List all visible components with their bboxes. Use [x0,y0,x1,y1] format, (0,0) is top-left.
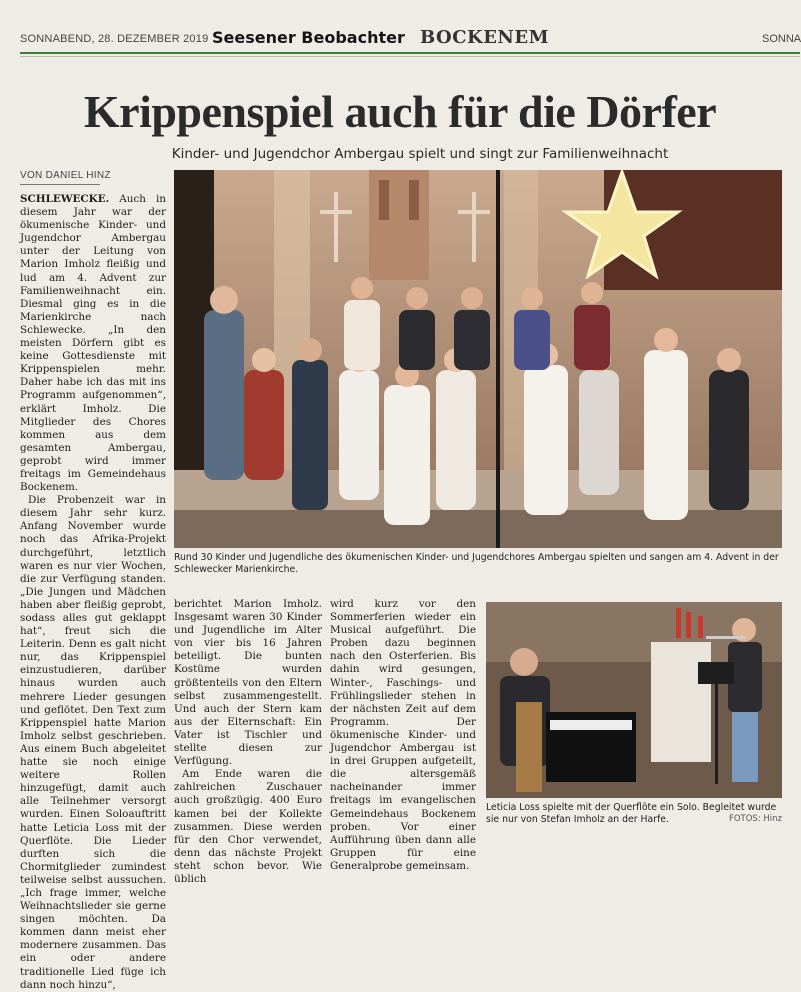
article-column-2 [174,598,322,885]
second-photo-caption-text: Leticia Loss spielte mit der Querflöte ein Solo. Begleitet wurde sie nur von Stefan Imholz an der Harfe. [486,802,777,825]
masthead [0,0,800,60]
next-page-date-fragment: SONNA [762,33,801,45]
main-photo-caption: Rund 30 Kinder und Jugendliche des ökumenischen Kinder- und Jugendchores Ambergau spielten und sangen am 4. Advent in der Schlewecker Marienkirche. [174,552,779,575]
section-name: BOCKENEM [420,27,550,48]
paragraph: berichtet Marion Imholz. Insgesamt waren 30 Kinder und Jugendliche im Alter von vier bis 16 Jahren beteiligt. Die bunten Kostüme wurden größtenteils von den Eltern selbst zusammengestellt. Und auch der Stern kam aus der Elternschaft: Ein Vater ist Tischler und stellte diesen zur Verfügung. [174,598,322,768]
masthead-rule [20,52,800,54]
paragraph: Die Probenzeit war in diesem Jahr sehr kurz. Anfang November wurde noch das Afrika-Projekt durchgeführt, letztlich waren es nur vier Wochen, die zur Verfügung standen. „Die Jungen und Mädchen haben aber fleißig geprobt, sodass alles gut geklappt hat“, freut sich die Leiterin. Denn es galt nicht nur, das Krippenspiel einzustudieren, darüber hinaus wurden auch mehrere Lieder gesungen und geflötet. Den Text zum Krippenspiel hatte Marion Imholz selbst geschrieben. Aus einem Buch abgeleitet hatte sie noch einige weitere Rollen hinzugefügt, damit auch alle Teilnehmer versorgt wurden. Einen Soloauftritt hatte Leticia Loss mit der Querflöte. Die Lieder durften sich die Chormitglieder zumindest teilweise selbst aussuchen. „Ich frage immer, welche Weihnachtslieder sie gerne singen möchten. Da kommen dann meist eher modernere zusammen. Das ein oder andere traditionelle Lied füge ich dann noch hinzu“, [20,494,166,991]
article-column-3 [330,598,476,872]
byline-rule [20,184,100,185]
article-column-1 [20,193,166,991]
article-headline: Krippenspiel auch für die Dörfer [83,86,717,137]
issue-date: SONNABEND, 28. DEZEMBER 2019 [20,33,209,45]
main-photo [174,170,782,548]
paragraph-text: Auch in diesem Jahr war der ökumenische Kinder- und Jugendchor Ambergau unter der Leitung von Marion Imholz fleißig und lud am 4. Advent zur Familienweihnacht ein. Diesmal ging es in die Marienkirche nach Schlewecke. „In den meisten Dörfern gibt es keine Gottesdienste mit Krippenspielen mehr. Daher habe ich das mit ins Programm aufgenommen“, erklärt Imholz. Die Mitglieder des Chores kommen aus dem gesamten Ambergau, geprobt wird immer freitags im Gemeindehaus Bockenem. [20,193,166,494]
choir-photo-illustration [174,170,782,548]
flute-harp-photo-illustration [486,602,782,798]
paragraph [20,193,166,494]
second-photo [486,602,782,798]
paragraph: wird kurz vor den Sommerferien wieder ein Musical aufgeführt. Die Proben dazu beginnen nach den Osterferien. Bis dahin wird gesungen, Winter-, Faschings- und Frühlingslieder stehen in der nächsten Zeit auf dem Programm. Der ökumenische Kinder- und Jugendchor Ambergau ist in drei Gruppen aufgeteilt, die altersgemäß nacheinander immer freitags im evangelischen Gemeindehaus Bockenem proben. Vor einer Aufführung üben dann alle Gruppen für eine Generalprobe gemeinsam. [330,598,476,872]
newspaper-name: Seesener Beobachter [212,28,405,47]
photo-credit: FOTOS: Hinz [728,813,782,824]
second-photo-caption [486,802,782,825]
dateline: SCHLEWECKE. [20,193,110,205]
masthead-rule-thin [20,56,800,57]
paragraph: Am Ende waren die zahlreichen Zuschauer auch großzügig. 400 Euro kamen bei der Kollekte zusammen. Diese werden für den Chor verwendet, denn das nächste Projekt steht schon bevor. Wie üblich [174,768,322,885]
article-subheadline: Kinder- und Jugendchor Ambergau spielt und singt zur Familienweihnacht [171,146,669,162]
byline: VON DANIEL HINZ [20,170,111,181]
